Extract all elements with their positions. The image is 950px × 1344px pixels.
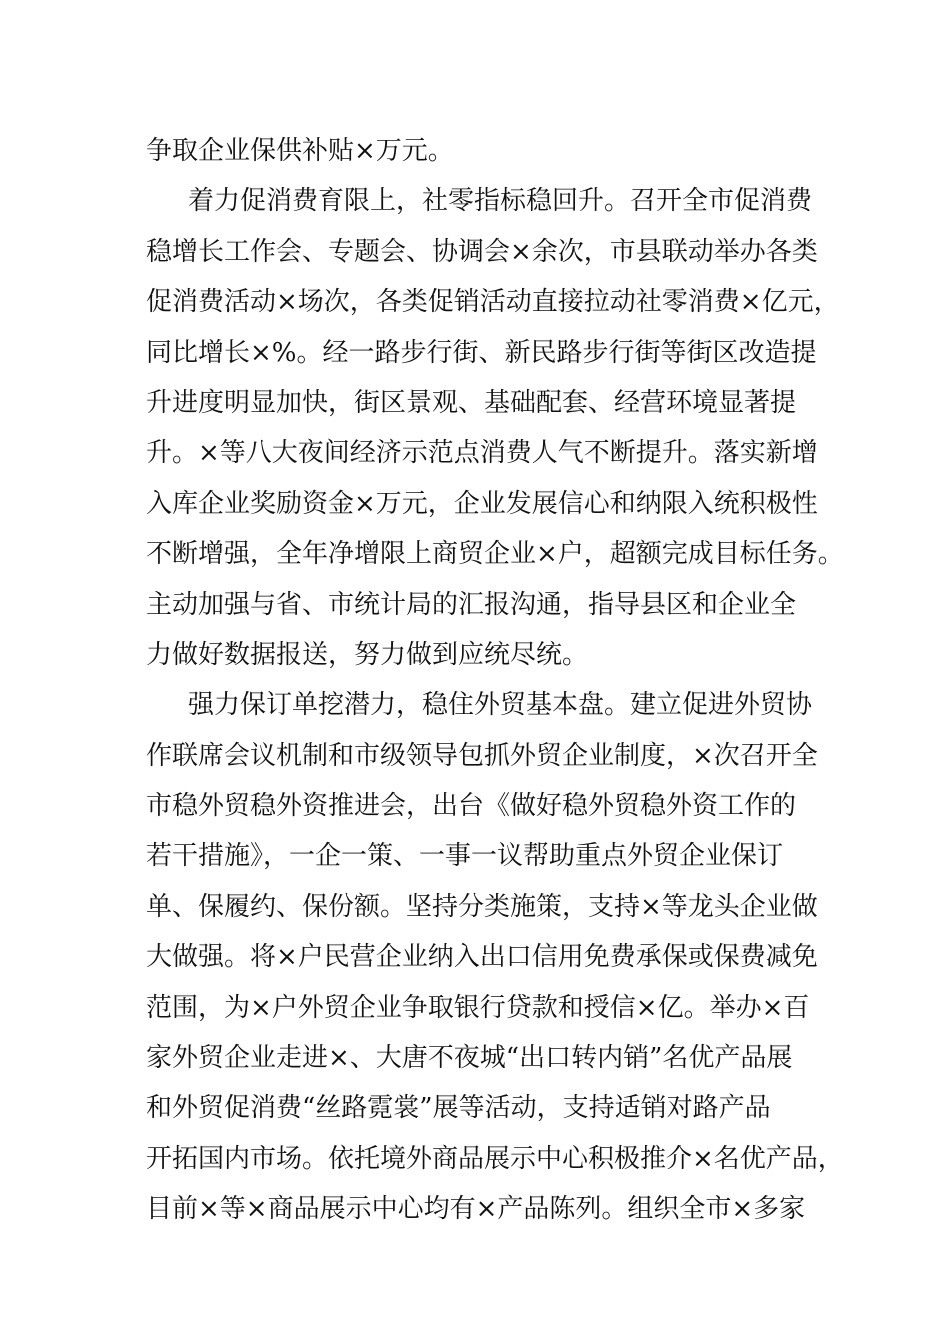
text-line: 范围，为×户外贸企业争取银行贷款和授信×亿。举办×百 <box>146 992 810 1023</box>
text-line: 同比增长×%。经一路步行街、新民路步行街等街区改造提 <box>146 337 817 368</box>
text-line: 大做强。将×户民营企业纳入出口信用免费承保或保费减免 <box>146 942 818 973</box>
text-line: 不断增强，全年净增限上商贸企业×户，超额完成目标任务。 <box>146 539 844 570</box>
text-line: 家外贸企业走进×、大唐不夜城“出口转内销”名优产品展 <box>146 1043 793 1074</box>
text-line: 促消费活动×场次，各类促销活动直接拉动社零消费×亿元， <box>146 287 840 318</box>
text-line: 升进度明显加快，街区景观、基础配套、经营环境显著提 <box>146 387 797 418</box>
text-line: 主动加强与省、市统计局的汇报沟通，指导县区和企业全 <box>146 589 797 620</box>
text-line: 市稳外贸稳外资推进会，出台《做好稳外贸稳外资工作的 <box>146 791 797 822</box>
text-line: 争取企业保供补贴×万元。 <box>146 136 454 166</box>
text-line: 开拓国内市场。依托境外商品展示中心积极推介×名优产品， <box>146 1143 844 1174</box>
text-line: 目前×等×商品展示中心均有×产品陈列。组织全市×多家 <box>146 1194 806 1225</box>
text-line: 力做好数据报送，努力做到应统尽统。 <box>146 639 589 670</box>
paragraph-start-line: 强力保订单挖潜力，稳住外贸基本盘。建立促进外贸协 <box>188 690 813 721</box>
text-line: 和外贸促消费“丝路霓裳”展等活动，支持适销对路产品 <box>146 1093 771 1124</box>
body-text <box>146 126 844 1235</box>
text-line: 作联席会议机制和市级领导包抓外贸企业制度，×次召开全 <box>146 740 818 771</box>
text-line: 入库企业奖励资金×万元，企业发展信心和纳限入统积极性 <box>146 488 818 519</box>
paragraph-start-line: 着力促消费育限上，社零指标稳回升。召开全市促消费 <box>188 186 813 217</box>
text-line: 稳增长工作会、专题会、协调会×余次，市县联动举办各类 <box>146 236 818 267</box>
text-line: 若干措施》，一企一策、一事一议帮助重点外贸企业保订 <box>146 841 784 872</box>
text-line: 升。×等八大夜间经济示范点消费人气不断提升。落实新增 <box>146 438 818 469</box>
text-line: 单、保履约、保份额。坚持分类施策，支持×等龙头企业做 <box>146 891 818 922</box>
